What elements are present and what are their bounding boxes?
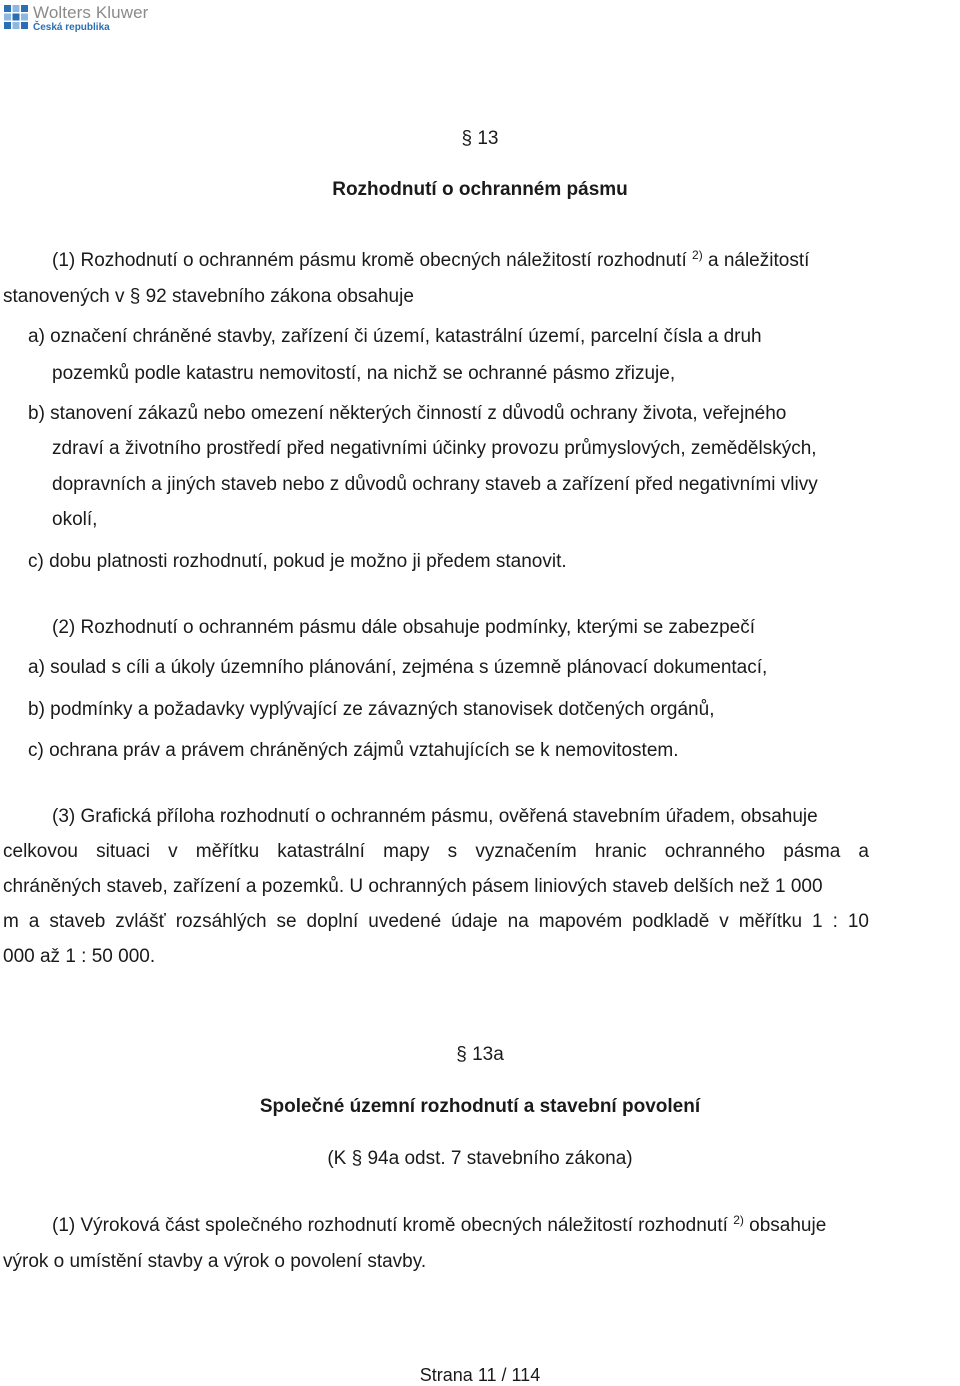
- paragraph-3-line-4: m a staveb zvlášť rozsáhlých se doplní uvedené údaje na mapovém podkladě v měřítku 1 : 10: [3, 911, 869, 932]
- paragraph-3-line-1: (3) Grafická příloha rozhodnutí o ochranném pásmu, ověřená stavebním úřadem, obsahuje: [52, 806, 818, 827]
- section-number: § 13a: [456, 1044, 504, 1065]
- item-b-line-1: b) stanovení zákazů nebo omezení některých činností z důvodů ochrany života, veřejného: [28, 403, 787, 424]
- brand-name: Wolters Kluwer: [33, 3, 149, 22]
- section-title: Společné územní rozhodnutí a stavební povolení: [259, 1096, 701, 1117]
- item-a-line-2: pozemků podle katastru nemovitostí, na nichž se ochranné pásmo zřizuje,: [52, 363, 676, 384]
- paragraph-3-line-3: chráněných staveb, zařízení a pozemků. U ochranných pásem liniových staveb delších než 1 000: [3, 876, 823, 897]
- wolters-kluwer-logo-icon: [4, 5, 28, 29]
- item-b-line-2: zdraví a životního prostředí před negativními účinky provozu průmyslových, zemědělských,: [52, 438, 817, 459]
- paragraph-3-line-5: 000 až 1 : 50 000.: [3, 946, 156, 967]
- item-a-line-1: a) označení chráněné stavby, zařízení či území, katastrální území, parcelní čísla a druh: [28, 326, 762, 347]
- paragraph-3-line-2: celkovou situaci v měřítku katastrální mapy s vyznačením hranic ochranného pásma a: [3, 841, 869, 862]
- paragraph-2-item-a: a) soulad s cíli a úkoly územního plánování, zejména s územně plánovací dokumentací,: [28, 657, 768, 678]
- item-c: c) dobu platnosti rozhodnutí, pokud je možno ji předem stanovit.: [28, 551, 567, 572]
- section-13a-paragraph-1-line-1: (1) Výroková část společného rozhodnutí kromě obecných náležitostí rozhodnutí $^{2)}$ obsahuje: [52, 1213, 827, 1236]
- section-number: § 13: [461, 128, 499, 149]
- page-number: Strana 11 / 114: [419, 1365, 541, 1385]
- section-13a-paragraph-1-line-2: výrok o umístění stavby a výrok o povolení stavby.: [3, 1251, 427, 1272]
- section-title: Rozhodnutí o ochranném pásmu: [332, 179, 628, 200]
- paragraph-2: (2) Rozhodnutí o ochranném pásmu dále obsahuje podmínky, kterými se zabezpečí: [52, 617, 756, 638]
- footnote-ref: 2): [692, 248, 703, 262]
- footnote-ref: 2): [733, 1213, 744, 1227]
- publisher-logo: [4, 4, 148, 33]
- paragraph-2-item-c: c) ochrana práv a právem chráněných zájmů vztahujících se k nemovitostem.: [28, 740, 679, 761]
- paragraph-1-line-2: stanovených v § 92 stavebního zákona obsahuje: [3, 286, 414, 307]
- paragraph-2-item-b: b) podmínky a požadavky vyplývající ze závazných stanovisek dotčených orgánů,: [28, 699, 715, 720]
- paragraph-1-line-1: (1) Rozhodnutí o ochranném pásmu kromě obecných náležitostí rozhodnutí $^{2)}$ a náležitostí: [52, 248, 810, 271]
- section-reference: (K § 94a odst. 7 stavebního zákona): [327, 1148, 633, 1169]
- item-b-line-4: okolí,: [52, 509, 98, 530]
- brand-country: Česká republika: [33, 22, 110, 33]
- item-b-line-3: dopravních a jiných staveb nebo z důvodů ochrany staveb a zařízení před negativními vlivy: [52, 474, 818, 495]
